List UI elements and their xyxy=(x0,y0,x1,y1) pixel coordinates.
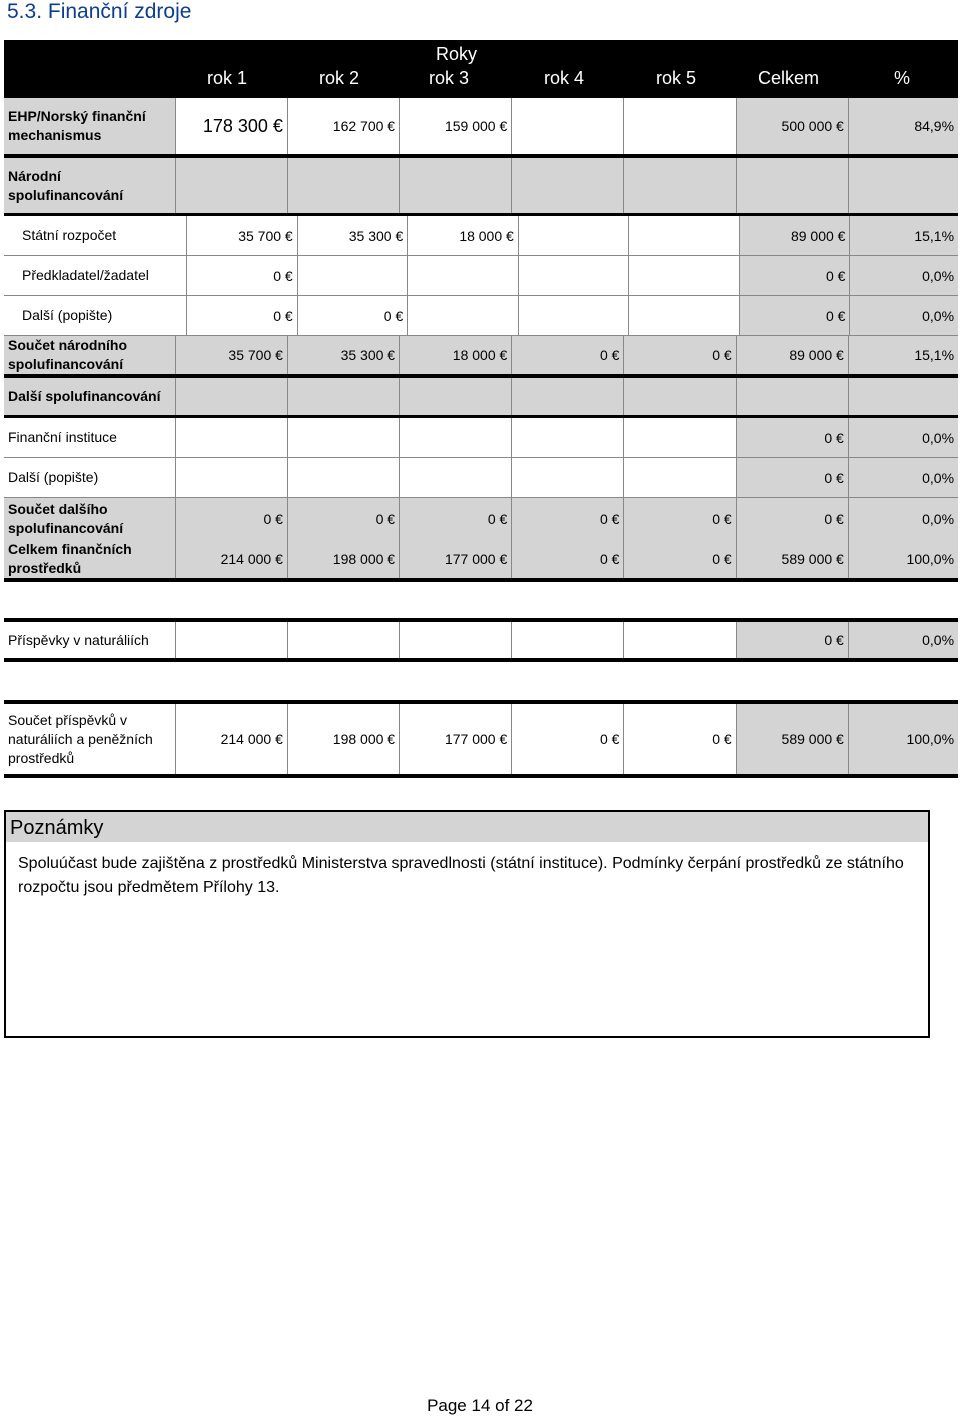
cell-rok4 xyxy=(518,296,629,335)
cell-rok5: 0 € xyxy=(623,336,735,374)
row-label: Součet národního spolufinancování xyxy=(4,336,175,374)
cell-rok2 xyxy=(287,458,399,497)
cell-total: 0 € xyxy=(736,458,848,497)
notes-text: Spoluúčast bude zajištěna z prostředků Ministerstva spravedlnosti (státní instituce). Podmínky čerpání prostředků ze státního rozpočtu jsou předmětem Přílohy 13. xyxy=(18,855,904,896)
cell-rok4: 0 € xyxy=(511,336,623,374)
header-col-rok4: rok 4 xyxy=(544,68,585,88)
cell-rok1: 0 € xyxy=(186,296,297,335)
cell-rok3: 177 000 € xyxy=(399,540,511,578)
cell-rok2: 162 700 € xyxy=(287,98,399,154)
cell-rok3: 18 000 € xyxy=(407,216,518,255)
table-row xyxy=(4,618,958,662)
cell-total xyxy=(736,158,848,213)
table-row xyxy=(4,336,958,378)
cell-rok5: 0 € xyxy=(623,498,735,540)
cell-rok1: 178 300 € xyxy=(175,98,287,154)
cell-rok5 xyxy=(623,418,735,457)
cell-rok1: 0 € xyxy=(175,498,287,540)
cell-rok1: 214 000 € xyxy=(175,540,287,578)
cell-rok2: 198 000 € xyxy=(287,704,399,774)
cell-total: 589 000 € xyxy=(736,704,848,774)
cell-rok2: 198 000 € xyxy=(287,540,399,578)
cell-total: 0 € xyxy=(736,418,848,457)
cell-rok2: 0 € xyxy=(287,498,399,540)
header-col-rok3: rok 3 xyxy=(429,68,470,88)
cell-rok3: 177 000 € xyxy=(399,704,511,774)
cell-percent: 0,0% xyxy=(848,498,958,540)
cell-rok5: 0 € xyxy=(623,704,735,774)
table-row xyxy=(4,540,958,582)
header-col-rok5: rok 5 xyxy=(656,68,697,88)
cell-percent: 100,0% xyxy=(848,540,958,578)
cell-rok1: 35 700 € xyxy=(175,336,287,374)
cell-total xyxy=(736,378,848,415)
cell-rok3 xyxy=(399,158,511,213)
cell-rok5 xyxy=(628,256,739,295)
cell-rok2: 35 300 € xyxy=(287,336,399,374)
header-group-label: Roky xyxy=(436,44,478,64)
header-col-rok1: rok 1 xyxy=(207,68,248,88)
header-col-percent: % xyxy=(894,68,911,88)
row-label: Celkem finančních prostředků xyxy=(4,540,175,578)
table-row xyxy=(4,98,958,158)
cell-rok4 xyxy=(518,216,629,255)
cell-rok4: 0 € xyxy=(511,498,623,540)
table-row xyxy=(4,256,958,296)
cell-percent xyxy=(848,378,958,415)
table-row xyxy=(4,700,958,778)
cell-rok4 xyxy=(518,256,629,295)
cell-rok1: 0 € xyxy=(186,256,297,295)
cell-rok4 xyxy=(511,418,623,457)
cell-rok3: 159 000 € xyxy=(399,98,511,154)
cell-percent: 0,0% xyxy=(848,458,958,497)
cell-rok3 xyxy=(399,378,511,415)
cell-rok5: 0 € xyxy=(623,540,735,578)
row-label: Další (popište) xyxy=(8,469,99,485)
cell-rok4 xyxy=(511,458,623,497)
cell-rok2: 35 300 € xyxy=(297,216,408,255)
cell-rok3 xyxy=(407,296,518,335)
table-row xyxy=(4,158,958,216)
cell-percent: 84,9% xyxy=(848,98,958,154)
cell-percent: 15,1% xyxy=(848,336,958,374)
cell-rok5 xyxy=(623,158,735,213)
cell-percent: 0,0% xyxy=(849,256,958,295)
row-label: Příspěvky v naturáliích xyxy=(8,631,149,648)
cell-total: 89 000 € xyxy=(736,336,848,374)
cell-rok4 xyxy=(511,158,623,213)
cell-total: 589 000 € xyxy=(736,540,848,578)
row-label: Další spolufinancování xyxy=(4,378,175,415)
table-row xyxy=(4,498,958,540)
row-label: Předkladatel/žadatel xyxy=(22,267,149,283)
cell-rok3 xyxy=(399,418,511,457)
cell-rok5 xyxy=(623,458,735,497)
cell-rok2 xyxy=(297,256,408,295)
row-label: EHP/Norský finanční mechanismus xyxy=(4,98,175,154)
notes-box xyxy=(4,810,930,1038)
cell-rok2 xyxy=(287,158,399,213)
cell-rok1 xyxy=(175,378,287,415)
cell-rok1 xyxy=(175,458,287,497)
table-row xyxy=(4,458,958,498)
cell-total: 500 000 € xyxy=(736,98,848,154)
table-header xyxy=(4,40,958,98)
cell-rok2 xyxy=(287,378,399,415)
row-label: Další (popište) xyxy=(22,307,113,323)
cell-rok4 xyxy=(511,622,623,658)
cell-rok2 xyxy=(287,418,399,457)
cell-total: 89 000 € xyxy=(739,216,850,255)
cell-rok3: 0 € xyxy=(399,498,511,540)
cell-percent: 15,1% xyxy=(849,216,958,255)
cell-rok3 xyxy=(407,256,518,295)
cell-rok5 xyxy=(623,98,735,154)
header-col-rok2: rok 2 xyxy=(319,68,360,88)
table-row xyxy=(4,418,958,458)
cell-rok5 xyxy=(628,296,739,335)
cell-total: 0 € xyxy=(736,498,848,540)
cell-percent: 0,0% xyxy=(849,296,958,335)
notes-title: Poznámky xyxy=(6,812,928,842)
cell-percent xyxy=(848,158,958,213)
table-row xyxy=(4,216,958,256)
row-label: Státní rozpočet xyxy=(22,227,117,243)
cell-rok4 xyxy=(511,378,623,415)
cell-rok5 xyxy=(623,622,735,658)
cell-total: 0 € xyxy=(736,622,848,658)
row-label: Národní spolufinancování xyxy=(4,158,175,213)
cell-rok3 xyxy=(399,622,511,658)
cell-percent: 0,0% xyxy=(848,622,958,658)
cell-percent: 100,0% xyxy=(848,704,958,774)
header-col-total: Celkem xyxy=(758,68,820,88)
cell-rok4 xyxy=(511,98,623,154)
cell-rok2: 0 € xyxy=(297,296,408,335)
table-row xyxy=(4,296,958,336)
cell-rok1: 35 700 € xyxy=(186,216,297,255)
cell-total: 0 € xyxy=(739,296,850,335)
cell-rok5 xyxy=(628,216,739,255)
row-label: Součet dalšího spolufinancování xyxy=(4,498,175,540)
section-heading: 5.3. Finanční zdroje xyxy=(7,0,192,23)
cell-rok3 xyxy=(399,458,511,497)
cell-rok3: 18 000 € xyxy=(399,336,511,374)
page-footer: Page 14 of 22 xyxy=(427,1396,533,1415)
cell-total: 0 € xyxy=(739,256,850,295)
cell-rok1 xyxy=(175,158,287,213)
cell-rok1: 214 000 € xyxy=(175,704,287,774)
cell-rok4: 0 € xyxy=(511,704,623,774)
row-label: Finanční instituce xyxy=(8,429,117,445)
cell-percent: 0,0% xyxy=(848,418,958,457)
cell-rok1 xyxy=(175,418,287,457)
cell-rok1 xyxy=(175,622,287,658)
table-row xyxy=(4,378,958,418)
cell-rok4: 0 € xyxy=(511,540,623,578)
row-label: Součet příspěvků v naturáliích a peněžních prostředků xyxy=(8,711,153,766)
cell-rok5 xyxy=(623,378,735,415)
cell-rok2 xyxy=(287,622,399,658)
